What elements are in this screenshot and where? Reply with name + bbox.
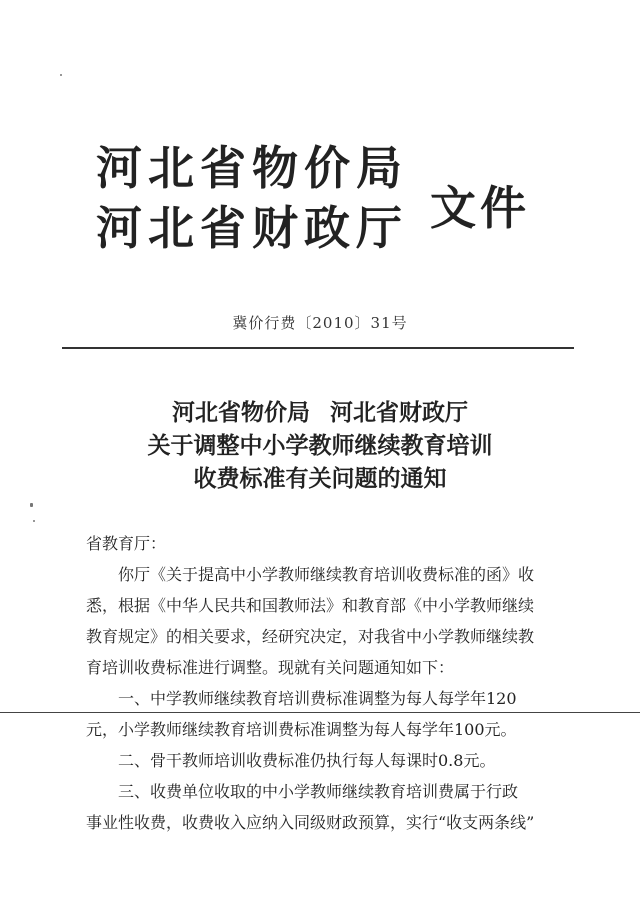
- title-agency-2: 河北省财政厅: [330, 399, 468, 426]
- notice-title: [0, 396, 640, 495]
- scan-speck: [60, 74, 62, 76]
- issuing-agencies: [96, 138, 408, 258]
- notice-body: [86, 528, 576, 838]
- body-line: 一、中学教师继续教育培训费标准调整为每人每学年120: [118, 689, 517, 708]
- document-number: 冀价行费〔2010〕31号: [232, 314, 408, 332]
- title-line-1: [0, 396, 640, 429]
- body-line: 元，小学教师继续教育培训费标准调整为每人每学年100元。: [86, 720, 517, 739]
- body-line: 教育规定》的相关要求，经研究决定，对我省中小学教师继续教: [86, 627, 535, 646]
- document-label: 文件: [430, 181, 530, 235]
- scan-speck: [33, 520, 35, 522]
- addressee: 省教育厅：: [86, 534, 167, 553]
- agency-price-bureau: 河北省物价局: [96, 141, 408, 195]
- title-line-3: 收费标准有关问题的通知: [193, 465, 447, 492]
- scan-fold-line: [0, 712, 640, 713]
- title-line-2: 关于调整中小学教师继续教育培训: [147, 432, 493, 459]
- body-line: 你厅《关于提高中小学教师继续教育培训收费标准的函》收: [118, 565, 535, 584]
- agency-finance-dept: 河北省财政厅: [96, 201, 408, 255]
- body-line: 事业性收费，收费收入应纳入同级财政预算，实行“收支两条线”: [86, 813, 535, 832]
- body-line: 三、收费单位收取的中小学教师继续教育培训费属于行政: [118, 782, 519, 801]
- body-line: 二、骨干教师培训收费标准仍执行每人每课时0.8元。: [118, 751, 496, 770]
- body-line: 悉，根据《中华人民共和国教师法》和教育部《中小学教师继续: [86, 596, 535, 615]
- header-divider: [62, 347, 574, 349]
- scan-speck: [30, 503, 33, 507]
- body-line: 育培训收费标准进行调整。现就有关问题通知如下：: [86, 658, 455, 677]
- title-agency-1: 河北省物价局: [172, 399, 310, 426]
